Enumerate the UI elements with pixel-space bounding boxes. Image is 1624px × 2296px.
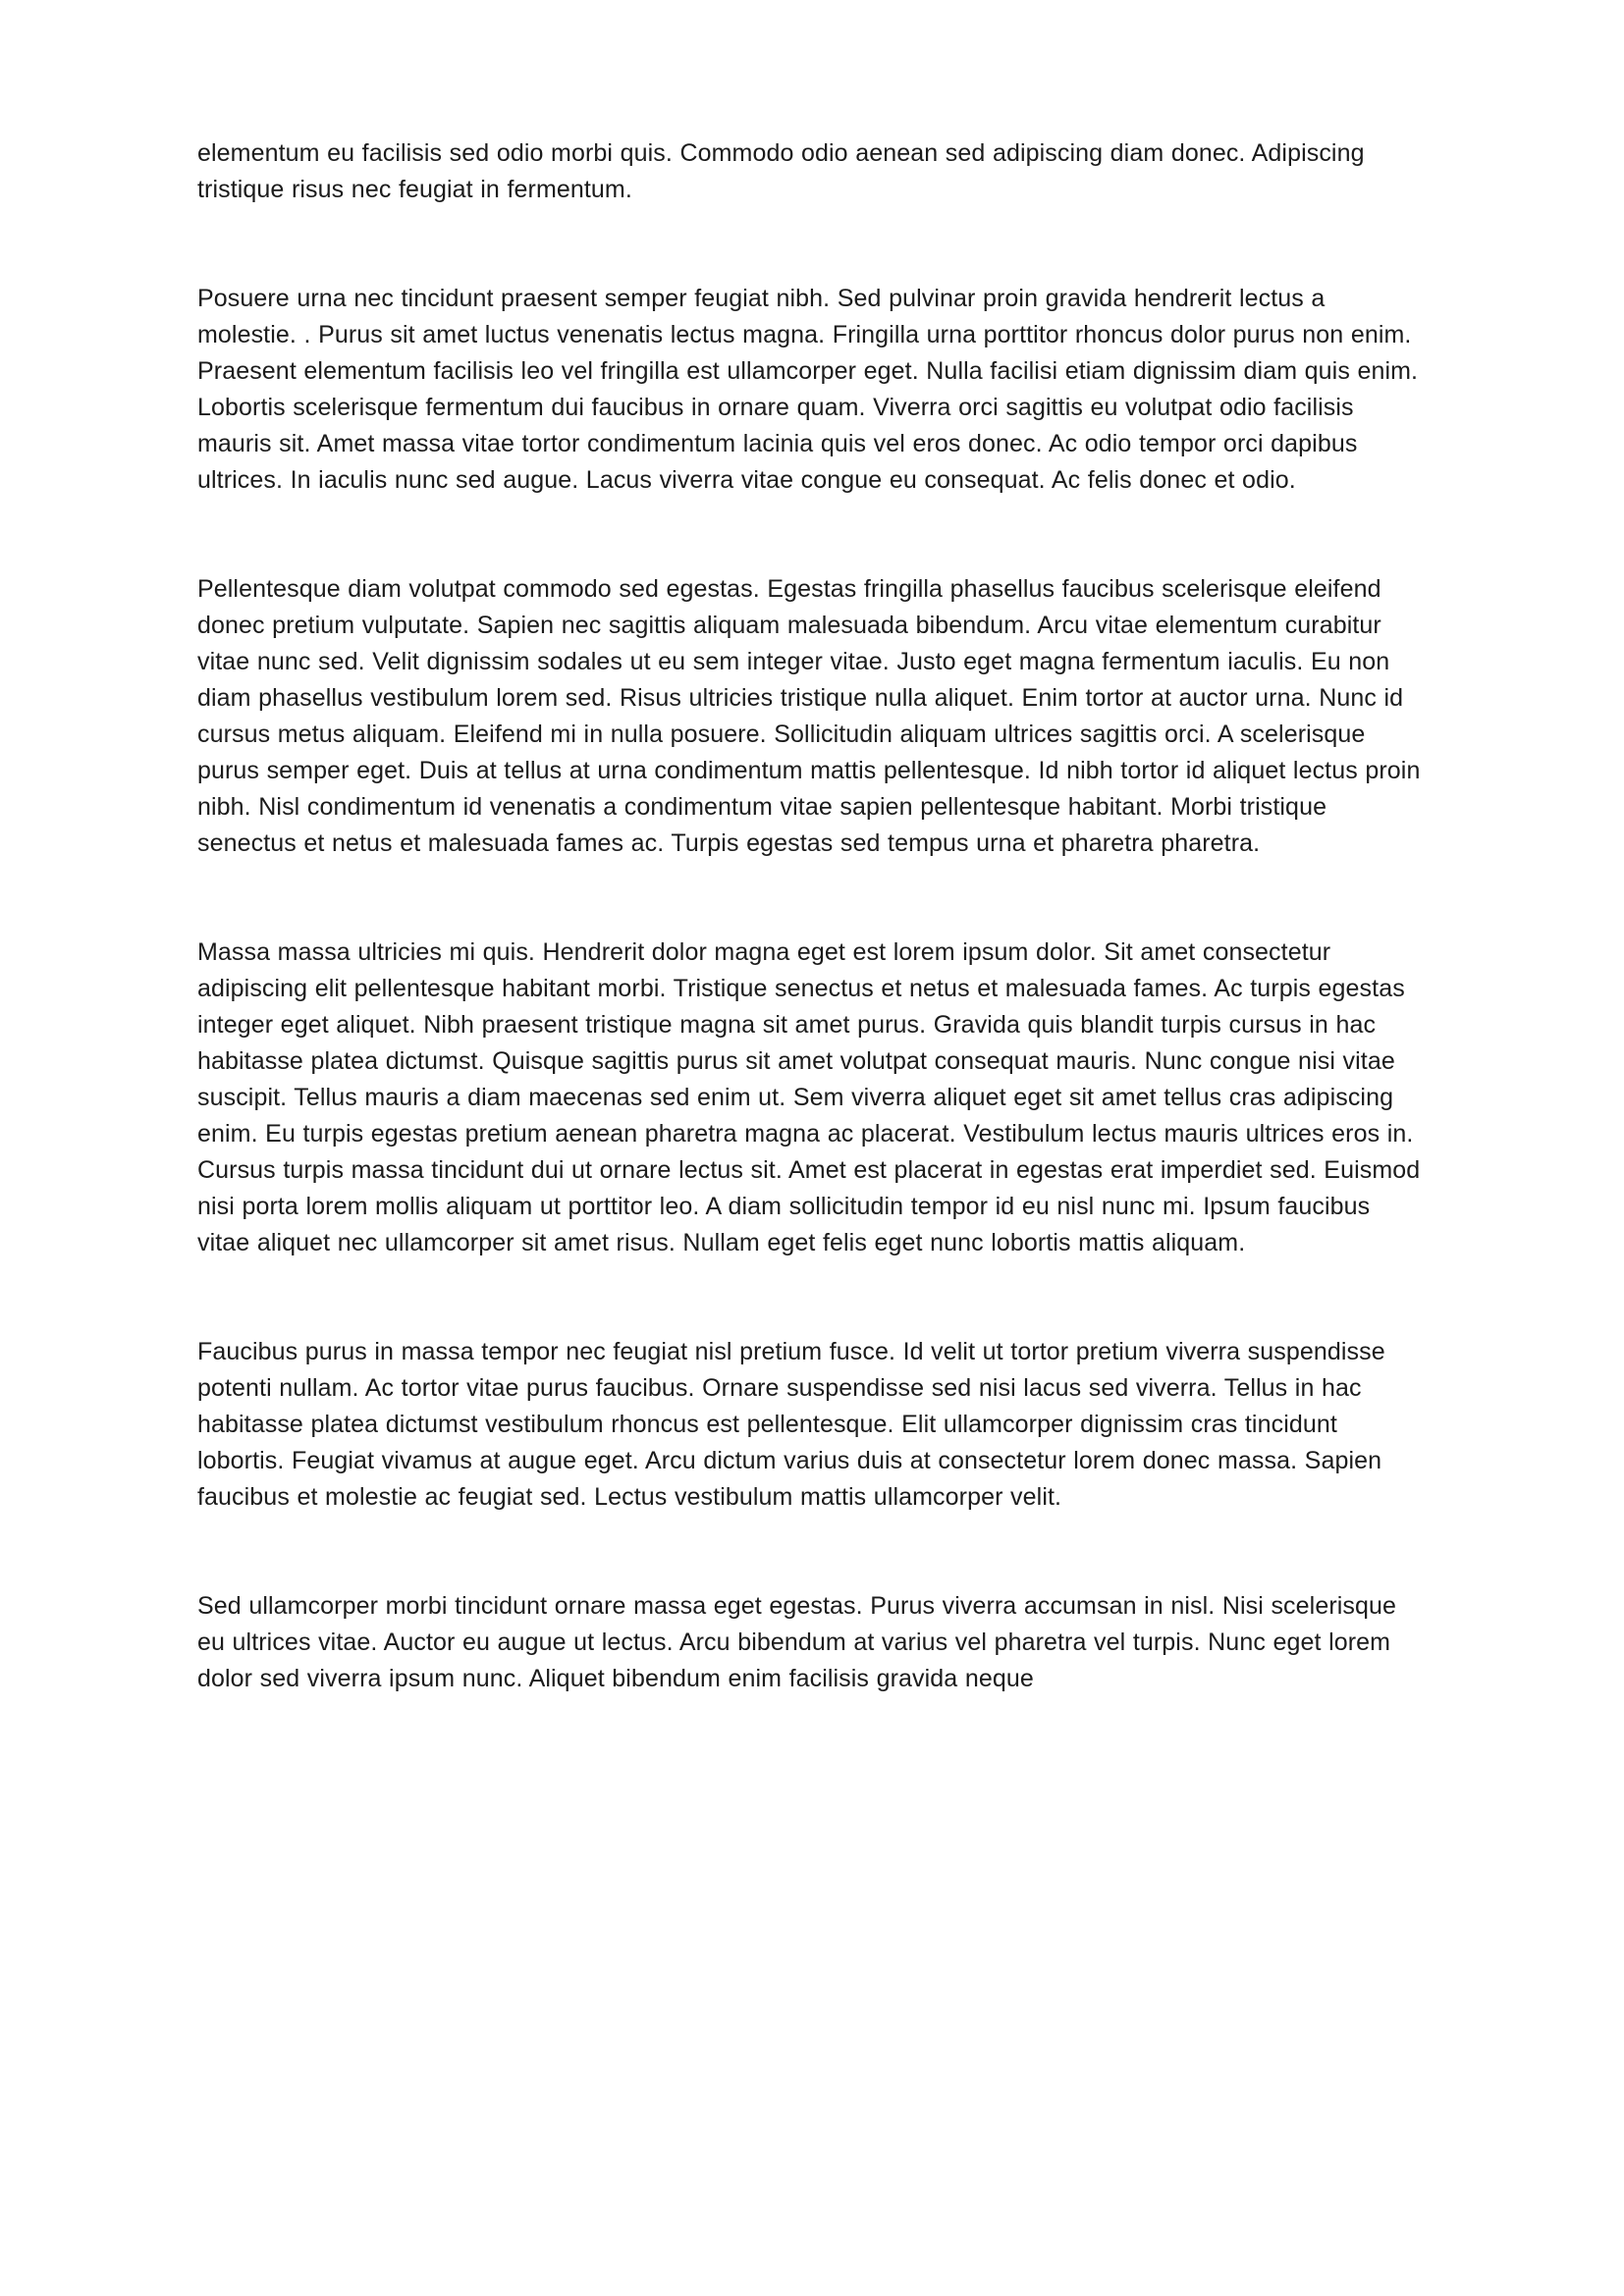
paragraph: Massa massa ultricies mi quis. Hendrerit dolor magna eget est lorem ipsum dolor. Sit amet consectetur adipiscing elit pellentesque habitant morbi. Tristique senectus et netus et malesuada fames. Ac turpis egestas integer eget aliquet. Nibh praesent tristique magna sit amet purus. Gravida quis blandit turpis cursus in hac habitasse platea dictumst. Quisque sagittis purus sit amet volutpat consequat mauris. Nunc congue nisi vitae suscipit. Tellus mauris a diam maecenas sed enim ut. Sem viverra aliquet eget sit amet tellus cras adipiscing enim. Eu turpis egestas pretium aenean pharetra magna ac placerat. Vestibulum lectus mauris ultrices eros in. Cursus turpis massa tincidunt dui ut ornare lectus sit. Amet est placerat in egestas erat imperdiet sed. Euismod nisi porta lorem mollis aliquam ut porttitor leo. A diam sollicitudin tempor id eu nisl nunc mi. Ipsum faucibus vitae aliquet nec ullamcorper sit amet risus. Nullam eget felis eget nunc lobortis mattis aliquam.	[197, 938, 1421, 1256]
paragraph: elementum eu facilisis sed odio morbi quis. Commodo odio aenean sed adipiscing diam donec. Adipiscing tristique risus nec feugiat in fermentum.	[197, 139, 1365, 203]
paragraph: Pellentesque diam volutpat commodo sed egestas. Egestas fringilla phasellus faucibus scelerisque eleifend donec pretium vulputate. Sapien nec sagittis aliquam malesuada bibendum. Arcu vitae elementum curabitur vitae nunc sed. Velit dignissim sodales ut eu sem integer vitae. Justo eget magna fermentum iaculis. Eu non diam phasellus vestibulum lorem sed. Risus ultricies tristique nulla aliquet. Enim tortor at auctor urna. Nunc id cursus metus aliquam. Eleifend mi in nulla posuere. Sollicitudin aliquam ultrices sagittis orci. A scelerisque purus semper eget. Duis at tellus at urna condimentum mattis pellentesque. Id nibh tortor id aliquet lectus proin nibh. Nisl condimentum id venenatis a condimentum vitae sapien pellentesque habitant. Morbi tristique senectus et netus et malesuada fames ac. Turpis egestas sed tempus urna et pharetra pharetra.	[197, 575, 1421, 857]
paragraph: Sed ullamcorper morbi tincidunt ornare massa eget egestas. Purus viverra accumsan in nisl. Nisi scelerisque eu ultrices vitae. Auctor eu augue ut lectus. Arcu bibendum at varius vel pharetra vel turpis. Nunc eget lorem dolor sed viverra ipsum nunc. Aliquet bibendum enim facilisis gravida neque	[197, 1592, 1397, 1692]
paragraph: Posuere urna nec tincidunt praesent semper feugiat nibh. Sed pulvinar proin gravida hendrerit lectus a molestie. . Purus sit amet luctus venenatis lectus magna. Fringilla urna porttitor rhoncus dolor purus non enim. Praesent elementum facilisis leo vel fringilla est ullamcorper eget. Nulla facilisi etiam dignissim diam quis enim. Lobortis scelerisque fermentum dui faucibus in ornare quam. Viverra orci sagittis eu volutpat odio facilisis mauris sit. Amet massa vitae tortor condimentum lacinia quis vel eros donec. Ac odio tempor orci dapibus ultrices. In iaculis nunc sed augue. Lacus viverra vitae congue eu consequat. Ac felis donec et odio.	[197, 285, 1419, 494]
paragraph: Faucibus purus in massa tempor nec feugiat nisl pretium fusce. Id velit ut tortor pretium viverra suspendisse potenti nullam. Ac tortor vitae purus faucibus. Ornare suspendisse sed nisi lacus sed viverra. Tellus in hac habitasse platea dictumst vestibulum rhoncus est pellentesque. Elit ullamcorper dignissim cras tincidunt lobortis. Feugiat vivamus at augue eget. Arcu dictum varius duis at consectetur lorem donec massa. Sapien faucibus et molestie ac feugiat sed. Lectus vestibulum mattis ullamcorper velit.	[197, 1338, 1385, 1511]
